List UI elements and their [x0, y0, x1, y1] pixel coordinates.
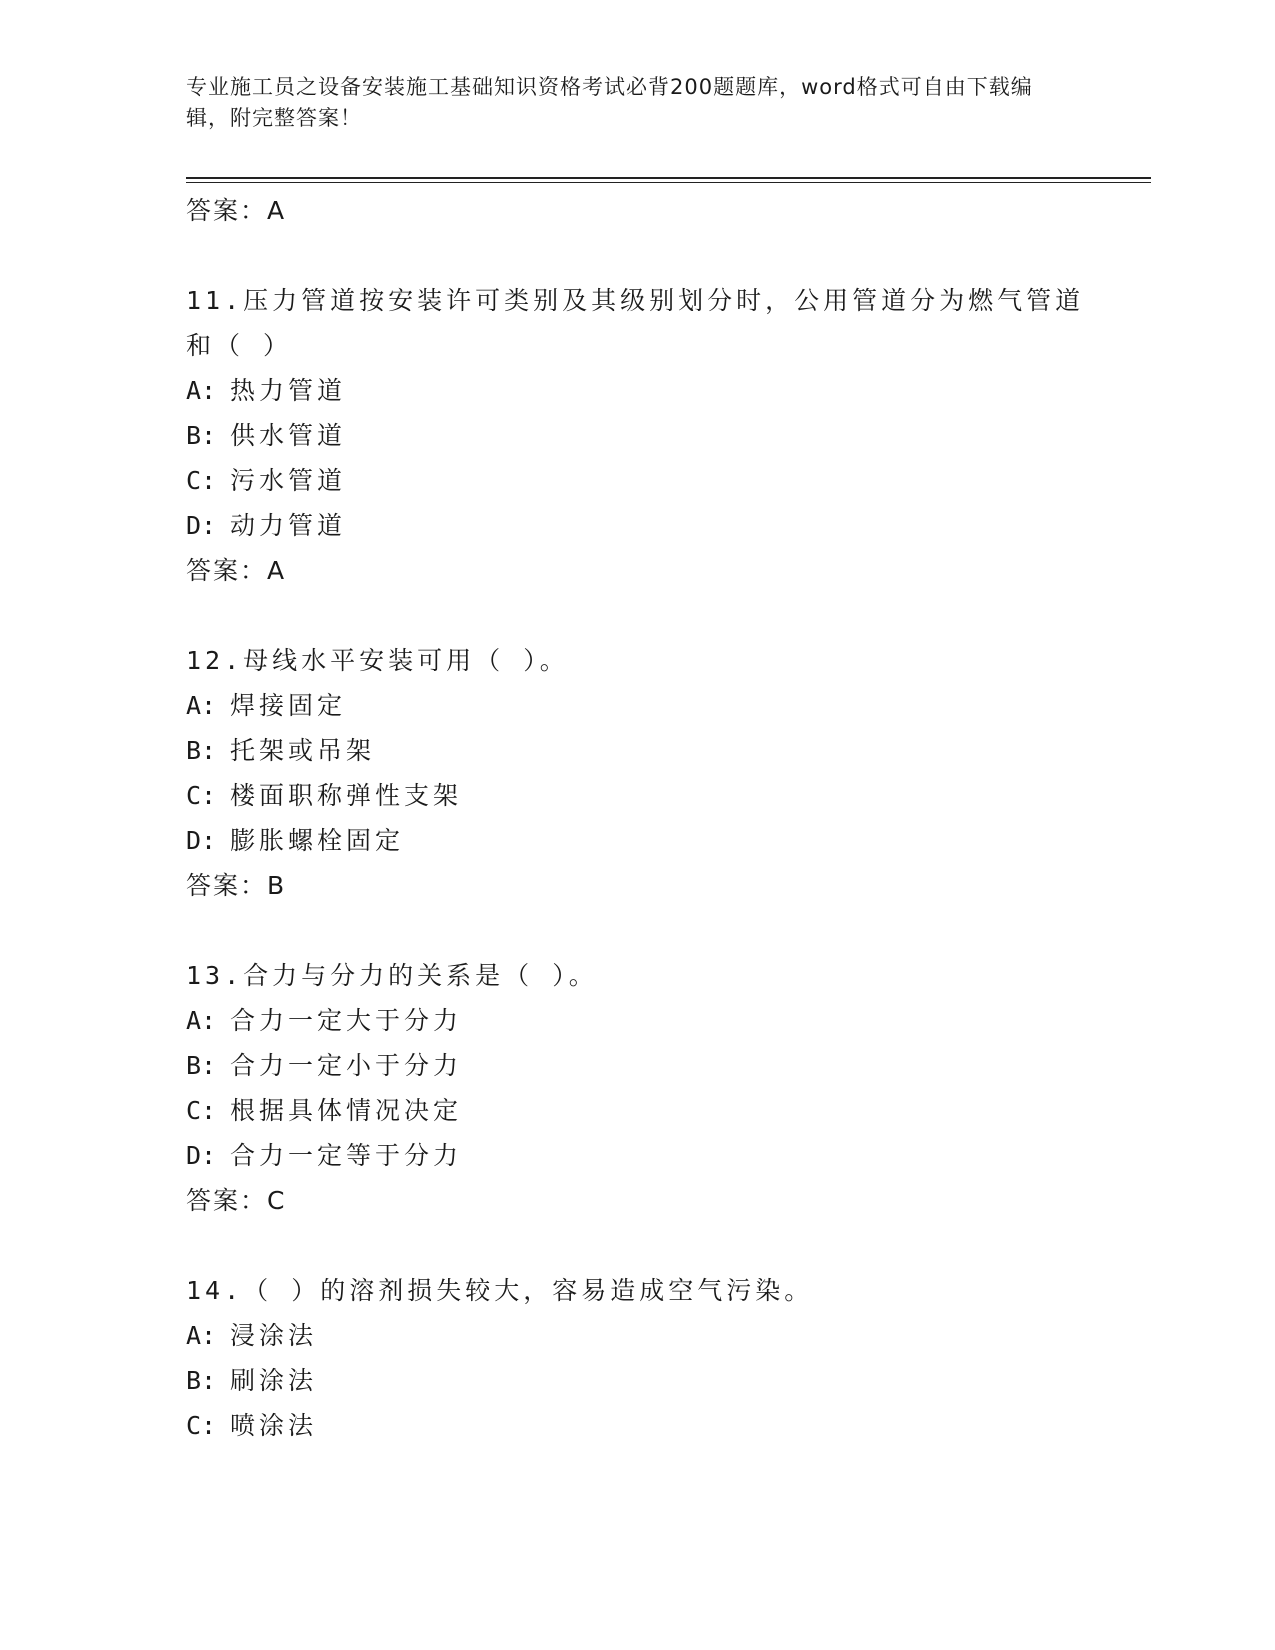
- option-letter: C:: [186, 1096, 217, 1125]
- option-letter: C:: [186, 466, 217, 495]
- question-answer: 答案：A: [186, 556, 287, 585]
- option-text: 动力管道: [230, 511, 347, 540]
- option-d: [186, 1133, 1086, 1178]
- spacer: [186, 908, 1086, 953]
- option-letter: B:: [186, 1051, 217, 1080]
- option-text: 合力一定等于分力: [230, 1141, 463, 1170]
- question-stem: 11.压力管道按安装许可类别及其级别划分时，公用管道分为燃气管道和（ ）: [186, 286, 1085, 360]
- header-divider-thin: [186, 182, 1151, 183]
- question-block: [186, 278, 1086, 638]
- spacer: [186, 593, 1086, 638]
- option-text: 合力一定小于分力: [230, 1051, 463, 1080]
- option-letter: D:: [186, 511, 217, 540]
- option-b: [186, 413, 1086, 458]
- question-block: [186, 638, 1086, 953]
- option-letter: C:: [186, 781, 217, 810]
- option-d: [186, 818, 1086, 863]
- question-answer: 答案：B: [186, 871, 287, 900]
- option-letter: D:: [186, 826, 217, 855]
- option-c: [186, 1403, 1086, 1448]
- option-text: 热力管道: [230, 376, 347, 405]
- option-a: [186, 1313, 1086, 1358]
- option-letter: B:: [186, 736, 217, 765]
- option-a: [186, 683, 1086, 728]
- question-list: [186, 188, 1086, 1448]
- option-text: 根据具体情况决定: [230, 1096, 463, 1125]
- question-answer: 答案：C: [186, 1186, 287, 1215]
- option-letter: C:: [186, 1411, 217, 1440]
- option-text: 刷涂法: [230, 1366, 318, 1395]
- question-stem: 12.母线水平安装可用（ ）。: [186, 646, 569, 675]
- option-text: 膨胀螺栓固定: [230, 826, 405, 855]
- question-stem: 13.合力与分力的关系是（ ）。: [186, 961, 598, 990]
- option-text: 污水管道: [230, 466, 347, 495]
- option-text: 浸涂法: [230, 1321, 318, 1350]
- option-text: 楼面职称弹性支架: [230, 781, 463, 810]
- option-text: 托架或吊架: [230, 736, 376, 765]
- option-c: [186, 773, 1086, 818]
- option-c: [186, 458, 1086, 503]
- option-b: [186, 1358, 1086, 1403]
- option-letter: B:: [186, 421, 217, 450]
- option-letter: A:: [186, 376, 217, 405]
- header-divider-thick: [186, 177, 1151, 179]
- question-stem: 14.（ ）的溶剂损失较大，容易造成空气污染。: [186, 1276, 814, 1305]
- question-block: [186, 953, 1086, 1268]
- spacer: [186, 233, 1086, 278]
- option-d: [186, 503, 1086, 548]
- option-b: [186, 1043, 1086, 1088]
- option-text: 喷涂法: [230, 1411, 318, 1440]
- option-a: [186, 998, 1086, 1043]
- option-c: [186, 1088, 1086, 1133]
- option-letter: D:: [186, 1141, 217, 1170]
- option-b: [186, 728, 1086, 773]
- option-text: 焊接固定: [230, 691, 347, 720]
- option-text: 合力一定大于分力: [230, 1006, 463, 1035]
- question-block: [186, 1268, 1086, 1448]
- option-letter: B:: [186, 1366, 217, 1395]
- option-letter: A:: [186, 1321, 217, 1350]
- previous-answer: 答案：A: [186, 196, 287, 225]
- option-a: [186, 368, 1086, 413]
- header-title: 专业施工员之设备安装施工基础知识资格考试必背200题题库，word格式可自由下载编辑，附完整答案！: [186, 75, 1033, 130]
- option-letter: A:: [186, 691, 217, 720]
- spacer: [186, 1223, 1086, 1268]
- option-text: 供水管道: [230, 421, 347, 450]
- page-header: [186, 72, 1066, 134]
- option-letter: A:: [186, 1006, 217, 1035]
